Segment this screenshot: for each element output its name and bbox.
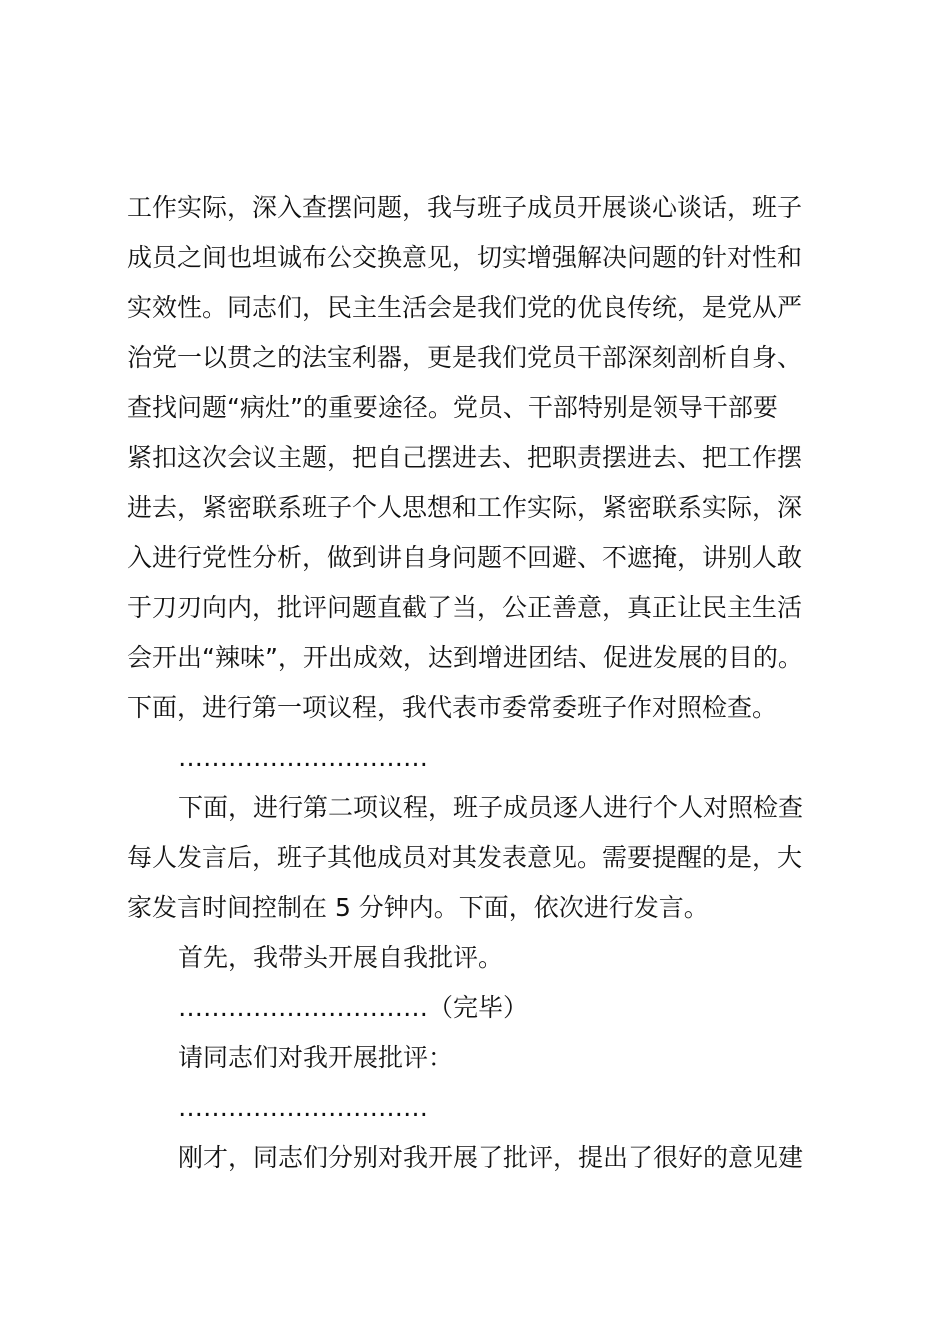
text-line: 治党一以贯之的法宝利器，更是我们党员干部深刻剖析自身、 <box>127 343 803 372</box>
text-line: 家发言时间控制在 5 分钟内。下面，依次进行发言。 <box>127 893 709 922</box>
paragraph-start-line: 请同志们对我开展批评： <box>178 1043 454 1072</box>
text-line: 实效性。同志们，民主生活会是我们党的优良传统，是党从严 <box>127 293 803 322</box>
ellipsis-line: ………………………… <box>178 1093 428 1122</box>
text-line: 查找问题“病灶”的重要途径。党员、干部特别是领导干部要 <box>127 393 778 422</box>
text-line: 于刀刃向内，批评问题直截了当，公正善意，真正让民主生活 <box>127 593 803 622</box>
text-line: 每人发言后，班子其他成员对其发表意见。需要提醒的是，大 <box>127 843 803 872</box>
text-line: 会开出“辣味”，开出成效，达到增进团结、促进发展的目的。 <box>127 643 803 672</box>
ellipsis-line: ………………………… <box>178 743 428 772</box>
text-line: 下面，进行第一项议程，我代表市委常委班子作对照检查。 <box>127 693 778 722</box>
ellipsis-line: …………………………（完毕） <box>178 993 529 1022</box>
text-line: 成员之间也坦诚布公交换意见，切实增强解决问题的针对性和 <box>127 243 803 272</box>
text-line: 工作实际，深入查摆问题，我与班子成员开展谈心谈话，班子 <box>127 193 803 222</box>
paragraph-start-line: 首先，我带头开展自我批评。 <box>178 943 504 972</box>
text-line: 进去，紧密联系班子个人思想和工作实际，紧密联系实际，深 <box>127 493 803 522</box>
paragraph-start-line: 刚才，同志们分别对我开展了批评，提出了很好的意见建 <box>178 1143 804 1172</box>
text-line: 入进行党性分析，做到讲自身问题不回避、不遮掩，讲别人敢 <box>127 543 803 572</box>
paragraph-start-line: 下面，进行第二项议程，班子成员逐人进行个人对照检查 <box>178 793 804 822</box>
text-line: 紧扣这次会议主题，把自己摆进去、把职责摆进去、把工作摆 <box>127 443 803 472</box>
document-body <box>127 183 847 1183</box>
